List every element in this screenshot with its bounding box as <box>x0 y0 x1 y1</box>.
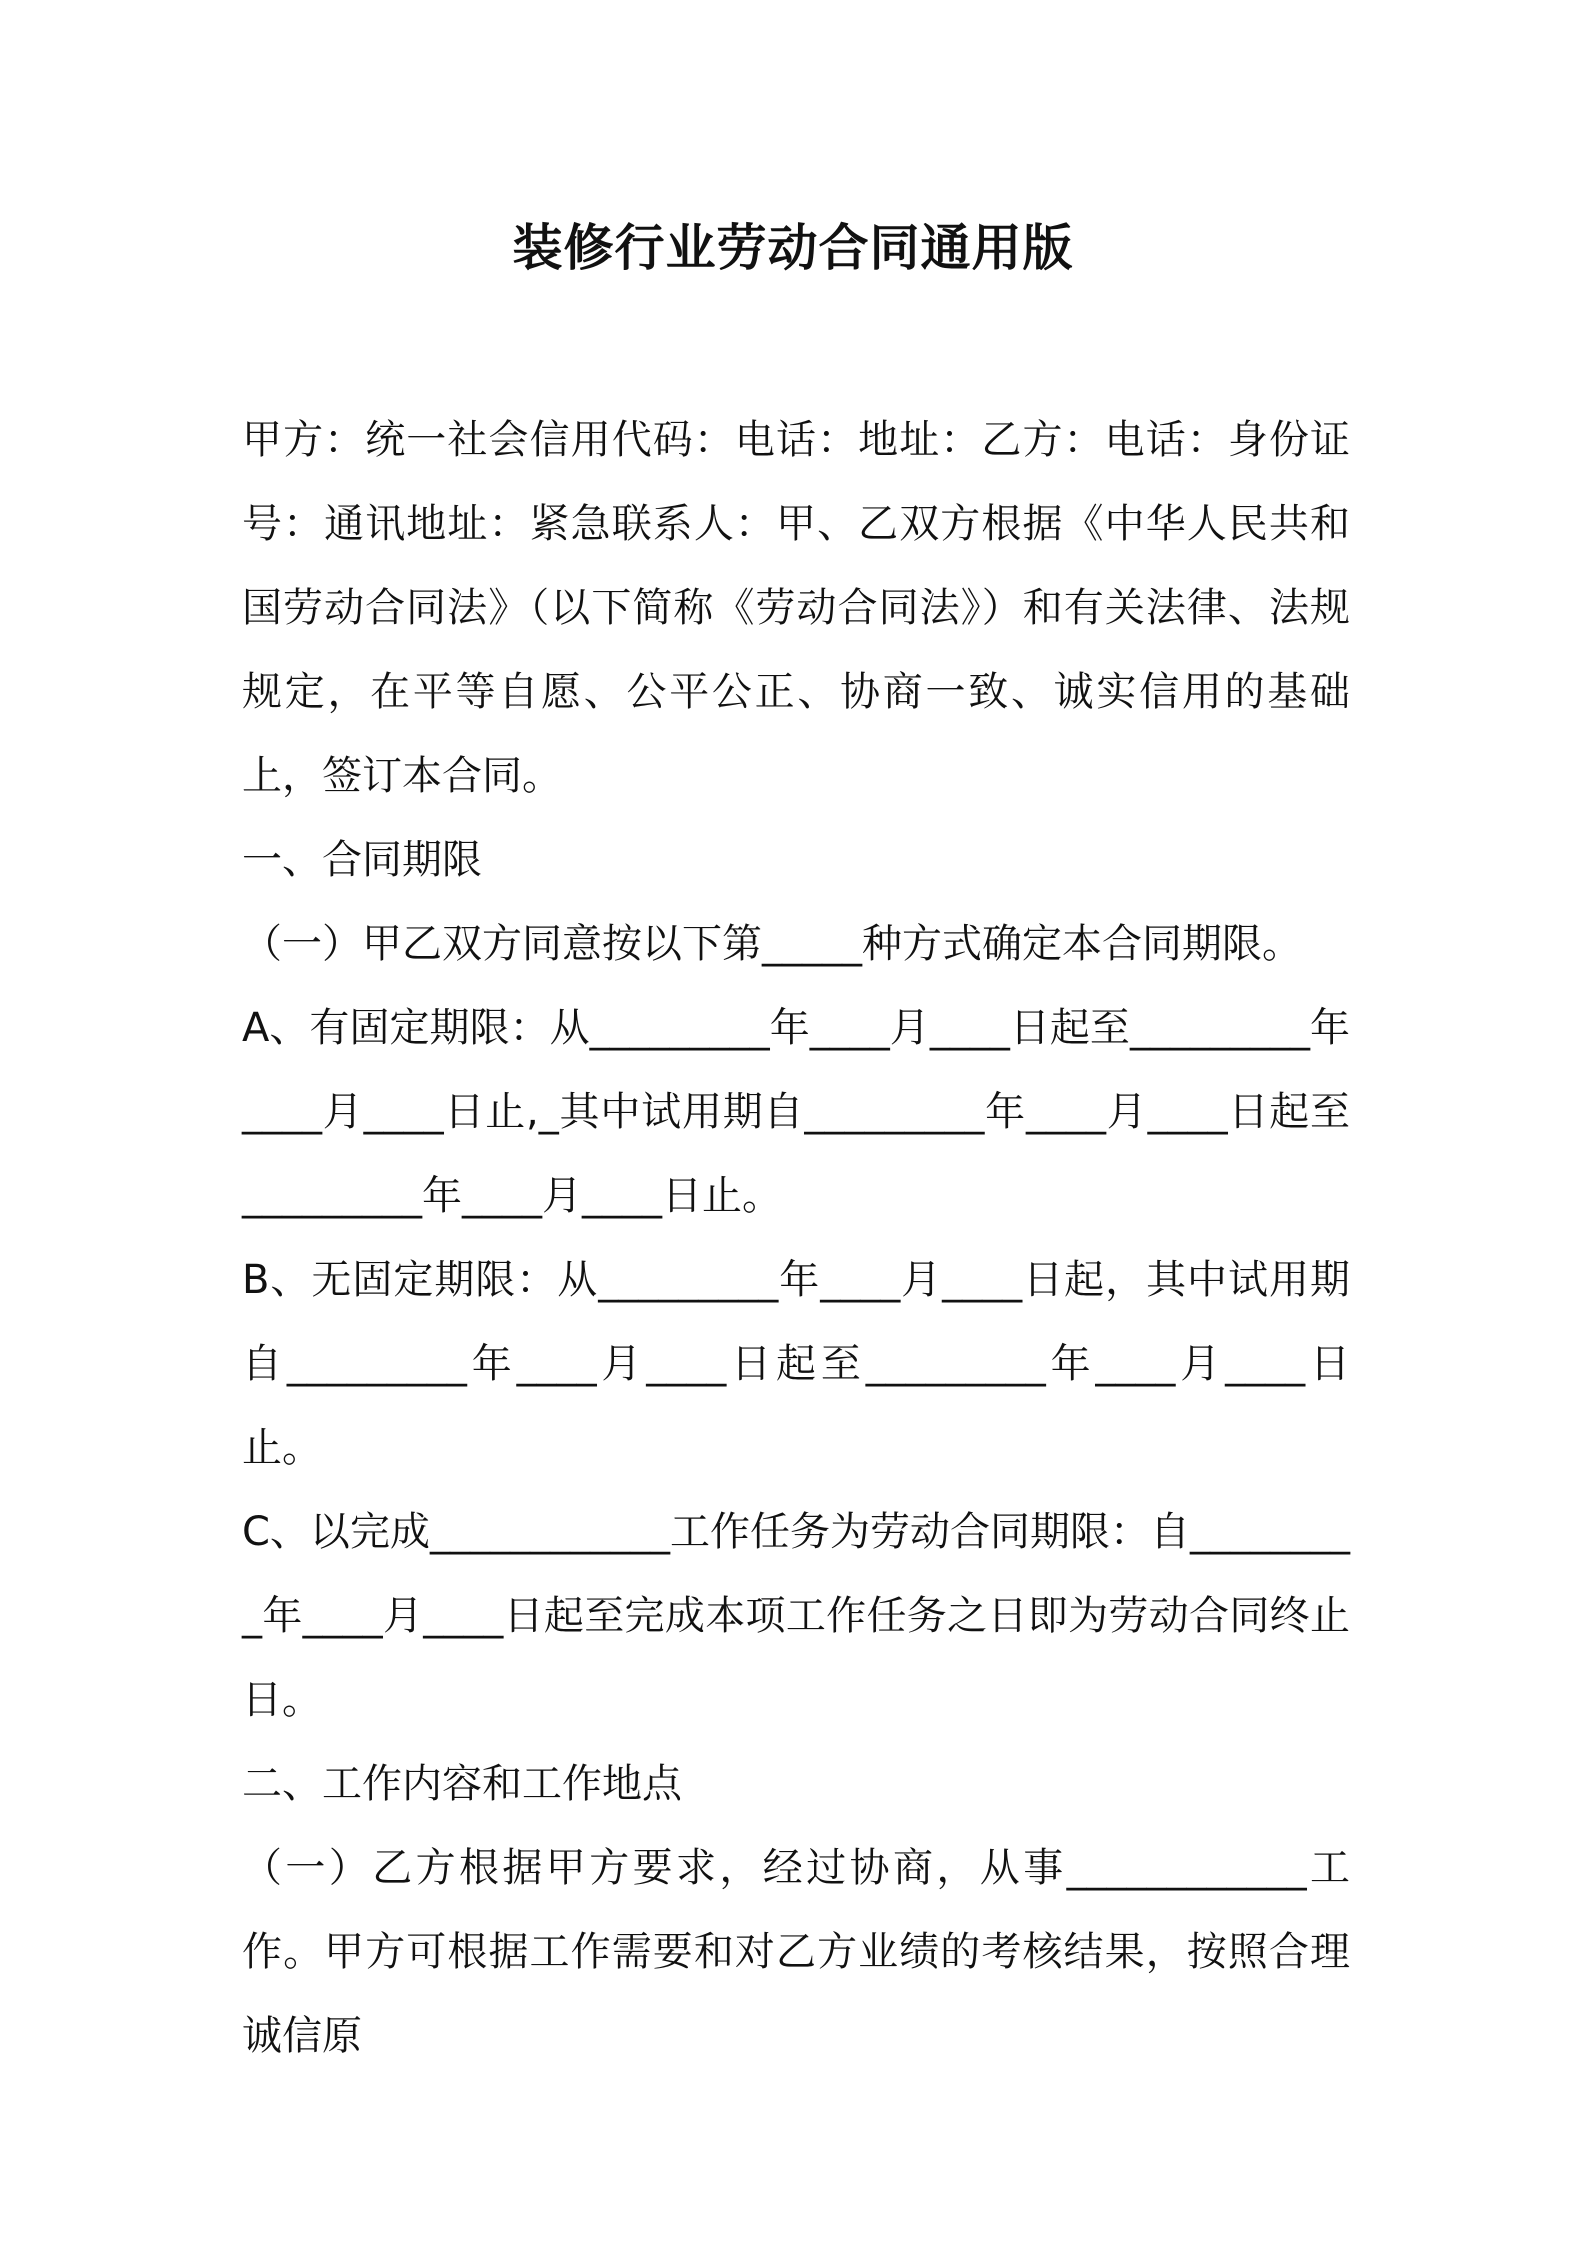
term-option-a: A、有固定期限：从_________年____月____日起至_________年____月____日止,_其中试用期自_________年____月____日起至_________年____月____日止。 <box>242 1005 1350 1219</box>
work-clause-1: （一）乙方根据甲方要求，经过协商，从事____________工作。甲方可根据工作需要和对乙方业绩的考核结果，按照合理诚信原 <box>242 1845 1350 2059</box>
term-clause-1: （一）甲乙双方同意按以下第_____种方式确定本合同期限。 <box>242 921 1302 967</box>
document-body <box>242 398 1350 2078</box>
parties-paragraph: 甲方：统一社会信用代码：电话：地址：乙方：电话：身份证号：通讯地址：紧急联系人：甲、乙双方根据《中华人民共和国劳动合同法》（以下简称《劳动合同法》）和有关法律、法规规定，在平等自愿、公平公正、协商一致、诚实信用的基础上，签订本合同。 <box>242 417 1350 799</box>
section-heading-work: 二、工作内容和工作地点 <box>242 1761 682 1807</box>
document-title: 装修行业劳动合同通用版 <box>512 219 1074 277</box>
term-option-c: C、以完成____________工作任务为劳动合同期限：自_________年____月____日起至完成本项工作任务之日即为劳动合同终止日。 <box>242 1509 1350 1723</box>
term-option-b: B、无固定期限：从_________年____月____日起，其中试用期自_________年____月____日起至_________年____月____日止。 <box>242 1257 1350 1471</box>
section-heading-term: 一、合同期限 <box>242 837 482 883</box>
